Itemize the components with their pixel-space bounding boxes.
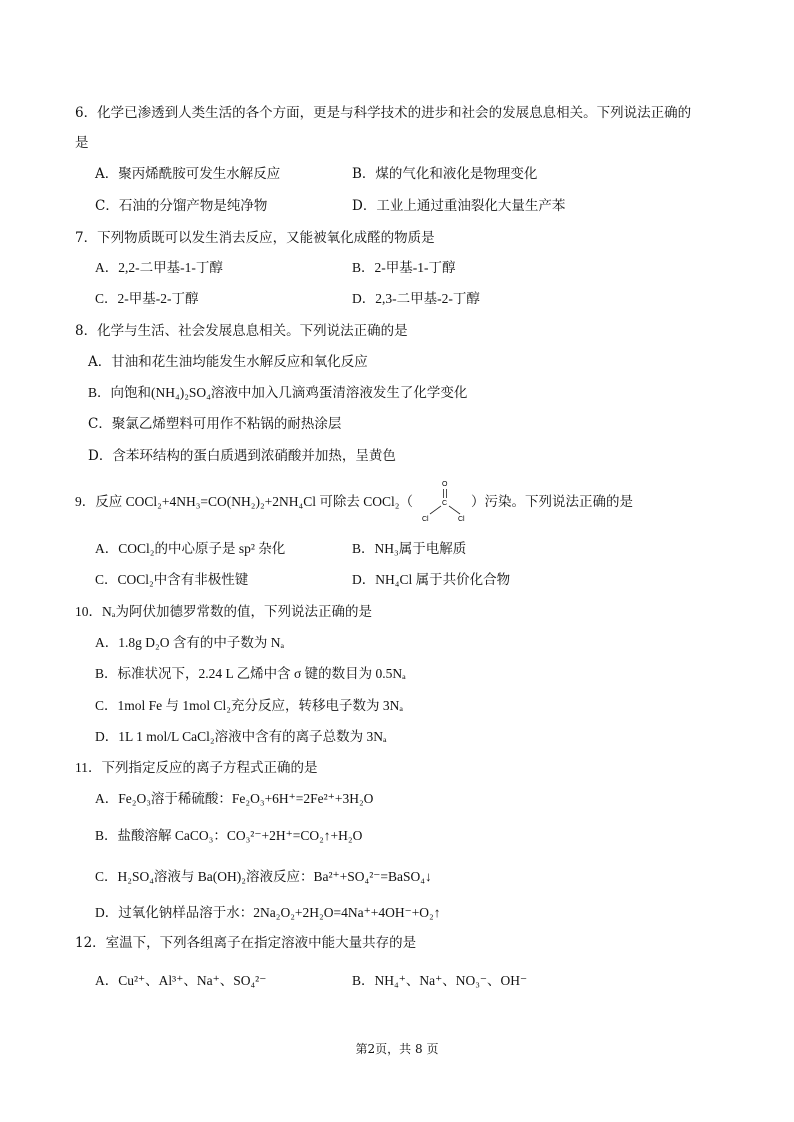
q8-stem: 8．化学与生活、社会发展息息相关。下列说法正确的是 [75,323,408,339]
mol-chlorine-atom-right: Cl [458,516,465,522]
q6-stem-line1: 6．化学已渗透到人类生活的各个方面，更是与科学技术的进步和社会的发展息息相关。下列说法正确的 [75,105,692,121]
q9-stem-pre: 9．反应 COCl₂+4NH₃=CO(NH₂)₂+2NH₄Cl 可除去 COCl₂（ [75,494,413,509]
q10-option-d: D．1L 1 mol/L CaCl₂溶液中含有的离子总数为 3Nₐ [95,729,387,744]
q9-option-b: B．NH₃属于电解质 [352,541,467,556]
mol-bond-left [430,506,441,514]
q6-option-a: A．聚丙烯酰胺可发生水解反应 [95,166,281,182]
q8-option-a: A．甘油和花生油均能发生水解反应和氧化反应 [88,354,368,370]
q7-option-b: B．2-甲基-1-丁醇 [352,260,456,275]
q12-stem: 12．室温下，下列各组离子在指定溶液中能大量共存的是 [75,935,417,951]
q8-option-c: C．聚氯乙烯塑料可用作不粘锅的耐热涂层 [88,416,342,432]
q12-option-b: B．NH₄⁺、Na⁺、NO₃⁻、OH⁻ [352,973,528,988]
mol-carbon-atom: C [442,500,448,507]
q8-option-b: B．向饱和(NH₄)₂SO₄溶液中加入几滴鸡蛋清溶液发生了化学变化 [88,385,468,400]
q7-stem: 7．下列物质既可以发生消去反应，又能被氧化成醛的物质是 [75,230,435,246]
q9-option-d: D．NH₄Cl 属于共价化合物 [352,572,511,587]
q10-option-a: A．1.8g D₂O 含有的中子数为 Nₐ [95,635,285,650]
q11-option-b: B．盐酸溶解 CaCO₃：CO₃²⁻+2H⁺=CO₂↑+H₂O [95,828,363,843]
q6-stem-line2: 是 [75,135,89,151]
q7-option-d: D．2,3-二甲基-2-丁醇 [352,291,480,306]
cocl2-structure-diagram [418,476,474,522]
q7-option-c: C．2-甲基-2-丁醇 [95,291,199,306]
page-footer: 第2页，共 8 页 [355,1042,439,1056]
q9-stem-post: ）污染。下列说法正确的是 [470,494,633,509]
q10-option-b: B．标准状况下，2.24 L 乙烯中含 σ 键的数目为 0.5Nₐ [95,666,406,681]
q10-stem: 10．Nₐ为阿伏加德罗常数的值，下列说法正确的是 [75,604,372,619]
q11-option-d: D．过氧化钠样品溶于水：2Na₂O₂+2H₂O=4Na⁺+4OH⁻+O₂↑ [95,905,441,920]
q11-option-c: C．H₂SO₄溶液与 Ba(OH)₂溶液反应：Ba²⁺+SO₄²⁻=BaSO₄↓ [95,869,432,884]
q11-option-a: A．Fe₂O₃溶于稀硫酸：Fe₂O₃+6H⁺=2Fe²⁺+3H₂O [95,791,374,806]
q6-option-d: D．工业上通过重油裂化大量生产苯 [352,198,566,214]
q6-option-b: B．煤的气化和液化是物理变化 [352,166,538,182]
q9-option-c: C．COCl₂中含有非极性键 [95,572,249,587]
mol-oxygen-atom: O [442,481,448,488]
q8-option-d: D．含苯环结构的蛋白质遇到浓硝酸并加热，呈黄色 [88,448,396,464]
q6-option-c: C．石油的分馏产物是纯净物 [95,198,268,214]
q9-stem [75,493,633,511]
q12-option-a: A．Cu²⁺、Al³⁺、Na⁺、SO₄²⁻ [95,973,267,988]
mol-bond-right [449,506,460,514]
q11-stem: 11．下列指定反应的离子方程式正确的是 [75,760,318,775]
q9-option-a: A．COCl₂的中心原子是 sp² 杂化 [95,541,286,556]
mol-chlorine-atom-left: Cl [422,516,429,522]
q10-option-c: C．1mol Fe 与 1mol Cl₂充分反应，转移电子数为 3Nₐ [95,698,404,713]
q7-option-a: A．2,2-二甲基-1-丁醇 [95,260,223,275]
